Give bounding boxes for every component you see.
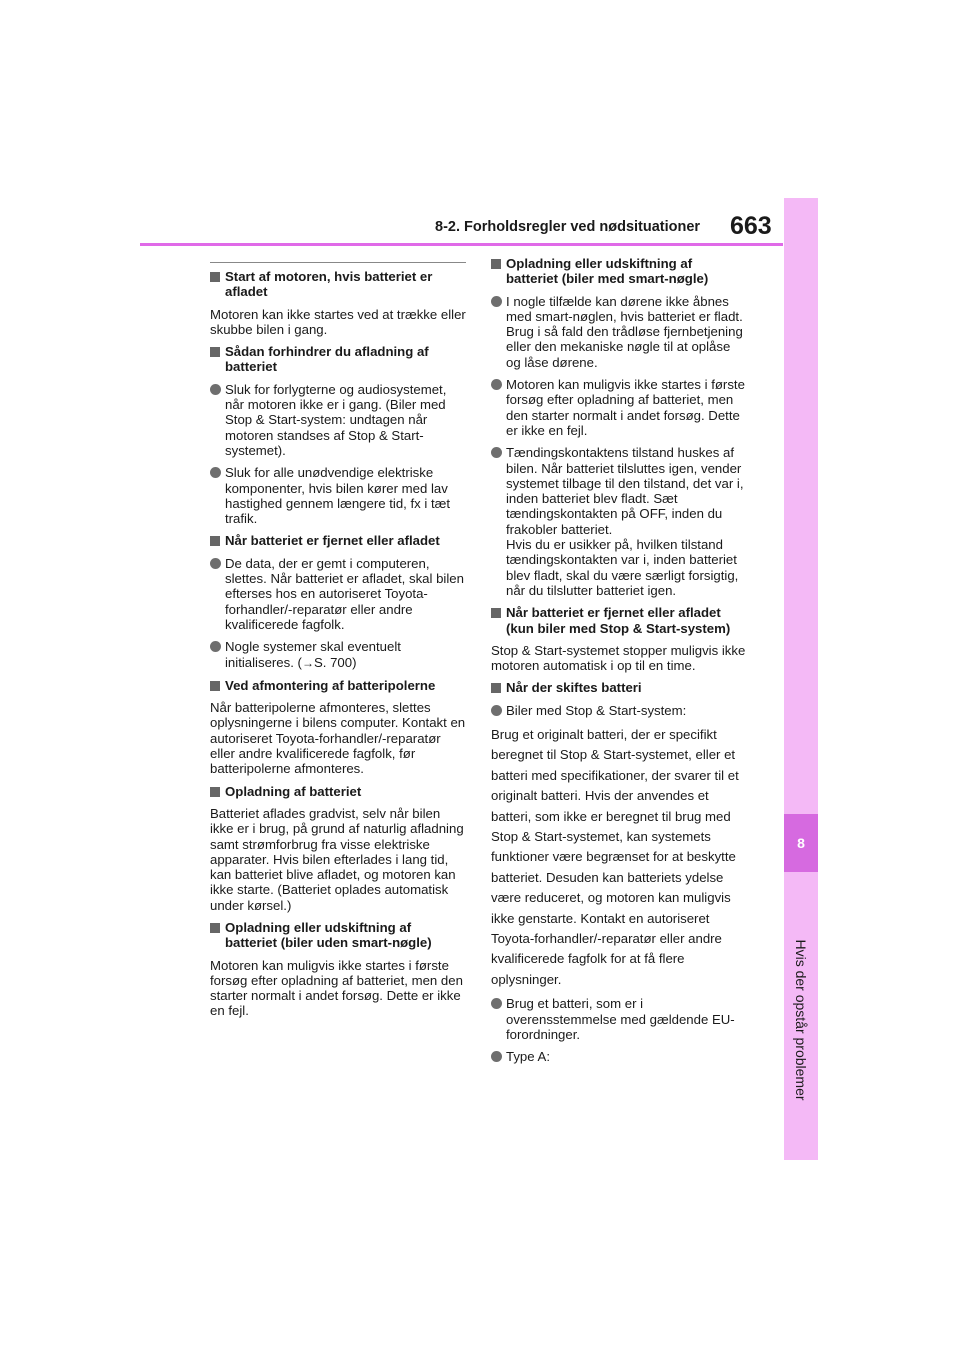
section-heading: [210, 533, 466, 548]
square-bullet-icon: [210, 536, 220, 546]
chapter-label: Hvis der opstår problemer: [793, 939, 809, 1101]
section-heading: [210, 678, 466, 693]
paragraph: Når batteripolerne afmonteres, slettes oplysningerne i bilens computer. Kontakt en autoriseret Toyota-forhandler/-reparatør eller andre kvalificerede fagfolk, før batteripolerne afmonteres.: [210, 700, 466, 777]
square-bullet-icon: [491, 608, 501, 618]
round-bullet-icon: [210, 558, 221, 569]
heading-text: Opladning af batteriet: [225, 783, 362, 799]
section-heading: [491, 680, 747, 695]
square-bullet-icon: [491, 683, 501, 693]
list-item-text: Hvis du er usikker på, hvilken tilstand tændingskontakten var i, inden batteriet blev fladt, skal du være særligt forsigtig, når du tilslutter batteriet igen.: [506, 537, 739, 598]
header-rule: [140, 243, 783, 246]
paragraph: Motoren kan muligvis ikke startes i første forsøg efter opladning af batteriet, men den starter normalt i andet forsøg. Dette er ikke en fejl.: [210, 957, 463, 1019]
round-bullet-icon: [491, 705, 502, 716]
list-item: [491, 445, 747, 598]
heading-text: Sådan forhindrer du afladning af batteriet: [225, 344, 429, 375]
list-item: [491, 703, 747, 718]
left-column: [210, 262, 466, 1026]
section-heading: [210, 784, 466, 799]
list-item-text: Nogle systemer skal eventuelt initialiseres. (: [225, 639, 401, 670]
list-item-text: Type A:: [506, 1049, 550, 1065]
list-item: [210, 556, 466, 632]
heading-text: Start af motoren, hvis batteriet er afladet: [225, 269, 433, 300]
section-heading: [491, 605, 747, 636]
list-item: [210, 465, 466, 526]
list-item-text: Motoren kan muligvis ikke startes i første forsøg efter opladning af batteriet, men den starter normalt i andet forsøg. Dette er ikke en fejl.: [506, 377, 745, 438]
page-reference-link[interactable]: S. 700): [313, 654, 357, 670]
chapter-number: 8: [797, 835, 805, 851]
paragraph: Brug et originalt batteri, der er specifikt beregnet til Stop & Start-systemet, eller et batteri med specifikationer, der svarer til et originalt batteri. Hvis der anvendes et batteri, som ikke er beregnet til brug med Stop & Start-systemet, kan systemets funktioner være begrænset for at beskytte batteriet. Desuden kan batteriets ydelse være reduceret, og motoren kan muligvis ikke genstarte. Kontakt en autoriseret Toyota-forhandler/-reparatør eller andre kvalificerede fagfolk for at få flere oplysninger.: [491, 727, 739, 987]
list-item-text: Biler med Stop & Start-system:: [506, 702, 687, 718]
heading-text: Ved afmontering af batteripolerne: [225, 677, 436, 693]
list-item: [491, 294, 747, 370]
list-item-text: Sluk for forlygterne og audiosystemet, når motoren ikke er i gang. (Biler med Stop & Start-system: undtagen når motoren standses af Stop & Start-systemet).: [225, 381, 447, 458]
list-item: [491, 377, 747, 438]
heading-text: Opladning eller udskiftning af batteriet (biler med smart-nøgle): [506, 256, 709, 287]
heading-text: Når batteriet er fjernet eller afladet: [225, 533, 440, 549]
paragraph: Motoren kan ikke startes ved at trække eller skubbe bilen i gang.: [210, 306, 466, 337]
square-bullet-icon: [210, 272, 220, 282]
list-item-text: Brug et batteri, som er i overensstemmelse med gældende EU-forordninger.: [506, 996, 735, 1042]
heading-text: Opladning eller udskiftning af batteriet (biler uden smart-nøgle): [225, 919, 432, 951]
section-heading: [210, 920, 466, 951]
arrow-icon: →: [301, 655, 314, 670]
section-heading: [210, 344, 466, 375]
round-bullet-icon: [210, 467, 221, 478]
round-bullet-icon: [491, 1051, 502, 1062]
list-item: [491, 996, 747, 1042]
list-item: [491, 1049, 747, 1064]
square-bullet-icon: [210, 347, 220, 357]
round-bullet-icon: [210, 384, 221, 395]
round-bullet-icon: [210, 641, 221, 652]
list-item-text: Sluk for alle unødvendige elektriske komponenter, hvis bilen kører med lav hastighed gennem længere tid, fx i tæt trafik.: [225, 465, 451, 527]
square-bullet-icon: [210, 923, 220, 933]
heading-text: Når der skiftes batteri: [506, 680, 642, 696]
paragraph: Batteriet aflades gradvist, selv når bilen ikke er i brug, på grund af naturlig afladning samt strømforbrug fra visse elektriske apparater. Hvis bilen efterlades i lang tid, kan batteriet blive afladet, og motoren kan ikke starte. (Batteriet oplades automatisk under kørsel.): [210, 805, 464, 913]
section-heading: [491, 256, 747, 287]
list-item: [210, 639, 466, 671]
list-item-text: Tændingskontaktens tilstand huskes af bilen. Når batteriet tilsluttes igen, vender systemet tilbage til den tilstand, det var i, inden batteriet blev fladt. Sæt tændingskontakten på OFF, inden du frakobler batteriet.: [506, 445, 744, 537]
round-bullet-icon: [491, 998, 502, 1009]
round-bullet-icon: [491, 447, 502, 458]
list-item-text: De data, der er gemt i computeren, slettes. Når batteriet er afladet, skal bilen efterses hos en autoriseret Toyota-forhandler/-reparatør eller andre kvalificerede fagfolk.: [225, 555, 464, 632]
section-title: 8-2. Forholdsregler ved nødsituationer: [435, 219, 701, 235]
section-heading: [210, 269, 466, 300]
round-bullet-icon: [491, 379, 502, 390]
round-bullet-icon: [491, 296, 502, 307]
heading-text: Når batteriet er fjernet eller afladet (kun biler med Stop & Start-system): [506, 605, 731, 636]
square-bullet-icon: [210, 681, 220, 691]
square-bullet-icon: [491, 259, 501, 269]
page-number: 663: [730, 212, 772, 240]
list-item-text: I nogle tilfælde kan dørene ikke åbnes med smart-nøglen, hvis batteriet er fladt. Brug i så fald den trådløse fjernbetjening eller den mekaniske nøgle til at oplåse og låse dørene.: [506, 293, 743, 370]
chapter-number-box[interactable]: [784, 814, 818, 872]
right-column: [491, 256, 747, 1071]
paragraph: Stop & Start-systemet stopper muligvis ikke motoren automatisk i op til en time.: [491, 642, 746, 674]
list-item: [210, 382, 466, 458]
square-bullet-icon: [210, 787, 220, 797]
